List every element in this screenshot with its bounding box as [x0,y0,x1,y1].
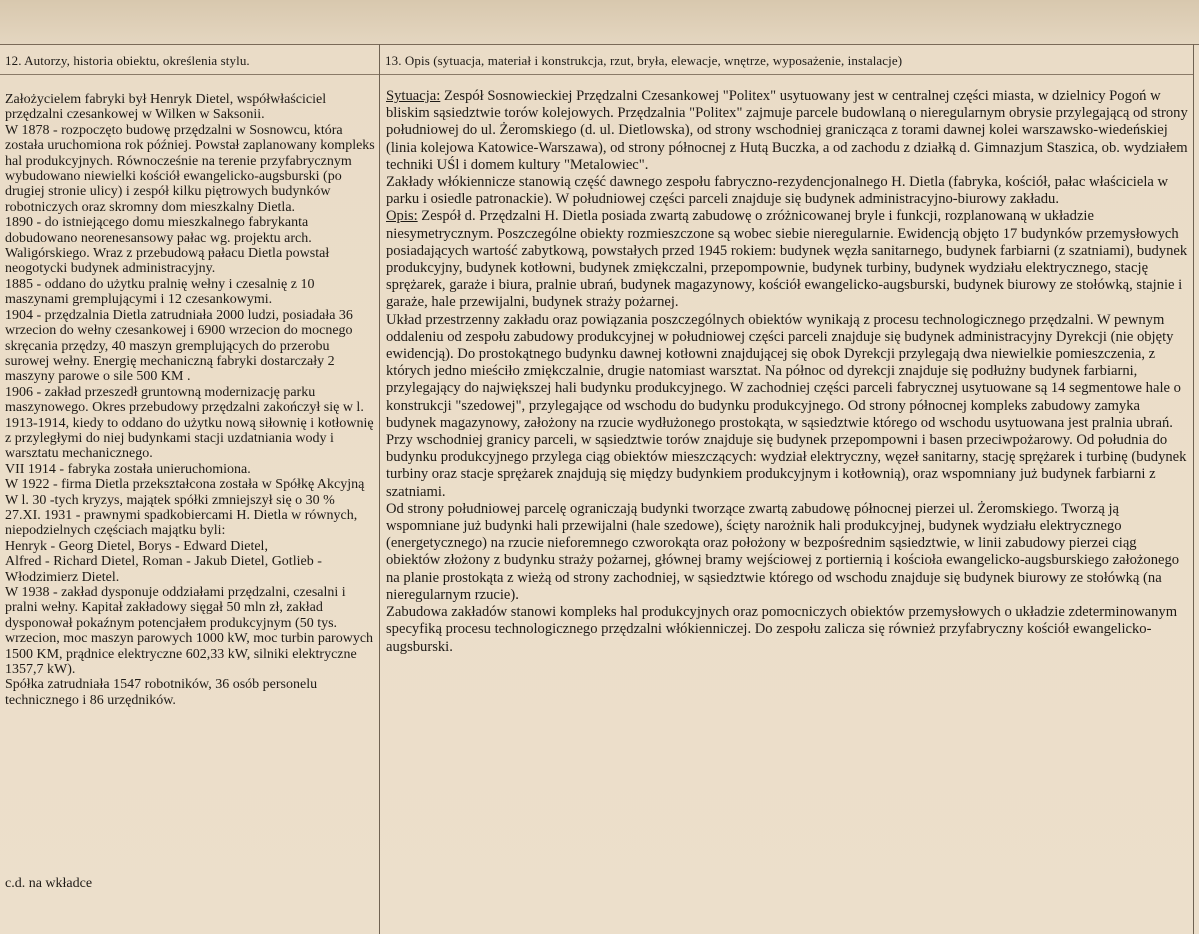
history-paragraph: W 1938 - zakład dysponuje oddziałami przędzalni, czesalni i pralni wełny. Kapitał zakładowy sięgał 50 mln zł, zakład dysponował pokaźnym potencjałem produkcyjnym (50 tys. wrzecion, moc maszyn parowych 1000 kW, moc turbin parowych 1500 KM, prądnice elektryczne 602,33 kW, silniki elektryczne 1357,7 kW). [5,585,374,678]
opis-paragraph [386,208,1192,311]
history-paragraph: W 1922 - firma Dietla przekształcona została w Spółkę Akcyjną [5,477,365,493]
history-paragraph: 1904 - przędzalnia Dietla zatrudniała 2000 ludzi, posiadała 36 wrzecion do wełny czesankowej i 6900 wrzecion do mocnego skręcania przędzy, 40 maszyn gremplujących do przerobu surowej wełny. Energię mechaniczną fabryki dostarczały 2 maszyny parowe o sile 500 KM . [5,307,353,385]
description-paragraph: Zabudowa zakładów stanowi kompleks hal produkcyjnych oraz pomocniczych obiektów przemysłowych o układzie zdeterminowanym specyfiką procesu technologicznego przędzalni włókienniczej. Do zespołu zalicza się również przyfabryczny kościół ewangelicko-augsburski. [386,604,1178,655]
table-right-rule [1193,44,1194,934]
history-paragraph: 1906 - zakład przeszedł gruntowną modernizację parku maszynowego. Okres przebudowy przędzalni zakończył się w l. 1913-1914, kiedy to oddano do użytku nową siłownię i kotłownię z przyległymi do niej budynkami stacji uzdatniania wody i warsztatu mechanicznego. [5,384,374,462]
history-column [5,92,377,708]
continuation-note: c.d. na wkładce [5,876,93,891]
history-section-heading: 12. Autorzy, historia obiektu, określenia stylu. [5,53,250,68]
column-divider [379,44,380,934]
top-paper-strip [0,0,1199,44]
history-paragraph: W l. 30 -tych kryzys, majątek spółki zmniejszył się o 30 % [5,492,335,508]
opis-text: Zespół d. Przędzalni H. Dietla posiada zwartą zabudowę o zróżnicowanej bryle i funkcji, rozplanowaną w układzie niesymetrycznym. Poszczególne obiekty rozmieszczone są wobec siebie nieregularnie. Ewidencją objęto 17 budynków przemysłowych posiadających wartość zabytkową, powstałych przed 1945 rokiem: budynek węzła sanitarnego, budynek farbiarni (z szatniami), budynek produkcyjny, budynek kotłowni, budynek zmiękczalni, przepompownie, budynek turbiny, budynek wydziału elektrycznego, stację sprężarek, garaże i biura, pralnie ubrań, budynek magazynowy, kościół ewangelicko-augsburski, budynek biurowy ze stołówką, stajnie i garaże, hale przewijalni, budynek straży pożarnej. [386,208,1188,311]
opis-label: Opis: [386,208,418,225]
history-paragraph: VII 1914 - fabryka została unieruchomiona. [5,461,251,477]
situation-text: Zespół Sosnowieckiej Przędzalni Czesankowej "Politex" usytuowany jest w centralnej części miasta, w dzielnicy Pogoń w bliskim sąsiedztwie torów kolejowych. Przędzalnia "Politex" zajmuje parcele budowlaną o nieregularnym obrysie przylegającą od strony południowej do ul. Żeromskiego (d. ul. Dietlowska), od strony wschodniej granicząca z torami dawnej kolei warszawsko-wiedeńskiej (linia kolejowa Katowice-Warszawa), od strony północnej z Hutą Buczka, a od zachodu z działką d. Gimnazjum Staszica, ob. wydziałem techniki UŚl i domem kultury "Metalowiec". [386,88,1188,173]
history-paragraph: Spółka zatrudniała 1547 robotników, 36 osób personelu technicznego i 86 urzędników. [5,677,318,708]
history-paragraph: Założycielem fabryki był Henryk Dietel, współwłaściciel przędzalni czesankowej w Wilken w Saksonii. [5,92,327,123]
table-top-rule [0,44,1199,45]
description-paragraph: Zakłady włókiennicze stanowią część dawnego zespołu fabryczno-rezydencjonalnego H. Dietla (fabryka, kościół, pałac właściciela w parku i osiedle patronackie). W południowej części parceli znajduje się budynek administracyjno-biurowy zakładu. [386,174,1169,208]
situation-paragraph [386,88,1192,174]
history-paragraph: Alfred - Richard Dietel, Roman - Jakub Dietel, Gotlieb - Włodzimierz Dietel. [5,554,322,585]
history-paragraph: 1890 - do istniejącego domu mieszkalnego fabrykanta dobudowano neorenesansowy pałac wg. projektu arch. Waligórskiego. Wraz z przebudową pałacu Dietla powstał neogotycki budynek administracyjny. [5,215,330,277]
situation-label: Sytuacja: [386,88,441,104]
history-paragraph: 1885 - oddano do użytku pralnię wełny i czesalnię z 10 maszynami gremplującymi i 12 czesankowymi. [5,276,315,308]
history-paragraph: Henryk - Georg Dietel, Borys - Edward Dietel, [5,538,268,554]
description-column [386,88,1192,656]
history-paragraph: 27.XI. 1931 - prawnymi spadkobiercami H. Dietla w równych, niepodzielnych częściach majątku byli: [5,507,358,539]
description-section-heading: 13. Opis (sytuacja, materiał i konstrukcja, rzut, bryła, elewacje, wnętrze, wyposażenie, instalacje) [385,53,903,68]
history-paragraph: W 1878 - rozpoczęto budowę przędzalni w Sosnowcu, która została uruchomiona rok później. Powstał zaplanowany kompleks hal produkcyjnych. Równocześnie na terenie przyfabrycznym wybudowano niewielki kościół ewangelicko-augsburski (po drugiej stronie ulicy) i zespół kilku piętrowych budynków robotniczych oraz skromny dom mieszkalny Dietla. [5,122,375,215]
right-header-rule [380,74,1193,75]
left-header-rule [0,74,379,75]
description-paragraph: Od strony południowej parcelę ograniczają budynki tworzące zwartą zabudowę północnej pierzei ul. Żeromskiego. Tworzą ją wspomniane już budynki hali przewijalni (hale szedowe), ścięty narożnik hali produkcyjnej, budynek wydziału elektrycznego (energetycznego) na rzucie nieforemnego czworokąta oraz położony w bezpośrednim sąsiedztwie, w linii zabudowy pierzei ciąg obiektów złożony z budynku straży pożarnej, głównej bramy wejściowej z portiernią i kościoła ewangelicko-augsburskiego założonego na planie prostokąta z wieżą od strony zachodniej, w sąsiedztwie którego od wschodu znajduje się budynek biurowy ze stołówką (na nieregularnym rzucie). [386,500,1180,603]
description-paragraph: Układ przestrzenny zakładu oraz powiązania poszczególnych obiektów wynikają z procesu technologicznego przędzalni. W pewnym oddaleniu od zespołu zabudowy produkcyjnej w południowej części parceli znajduje się budynek administracyjny Dyrekcji (nie objęty ewidencją). Do prostokątnego budynku dawnej kotłowni znajdującej się obok Dyrekcji przylegają dwa niewielkie pomieszczenia, z których jedno mieściło zmiękczalnie, drugie natomiast warsztat. Na północ od dyrekcji znajduje się podłużny budynek farbiarni, przylegający do największej hali budynku produkcyjnego. W zachodniej części parceli fabrycznej usytuowane są 14 segmentowe hale o konstrukcji "szedowej", przylegające od wschodu do budynku produkcyjnego. Od strony północnej kompleks zabudowy zamyka budynek magazynowy, założony na rzucie wydłużonego prostokąta, w sąsiedztwie którego od wschodu usytuowana jest pralnia ubrań. Przy wschodniej granicy parceli, w sąsiedztwie torów znajduje się budynek przepompowni i basen przeciwpożarowy. Od południa do budynku produkcyjnego przylega ciąg obiektów mieszczących: wydział elektryczny, węzeł sanitarny, stację sprężarek i turbinę (budynek turbiny oraz stacje sprężarek znajdują się między budynkiem produkcyjnym i kotłownią), oraz wspomniany już budynek farbiarni z szatniami. [386,311,1187,500]
